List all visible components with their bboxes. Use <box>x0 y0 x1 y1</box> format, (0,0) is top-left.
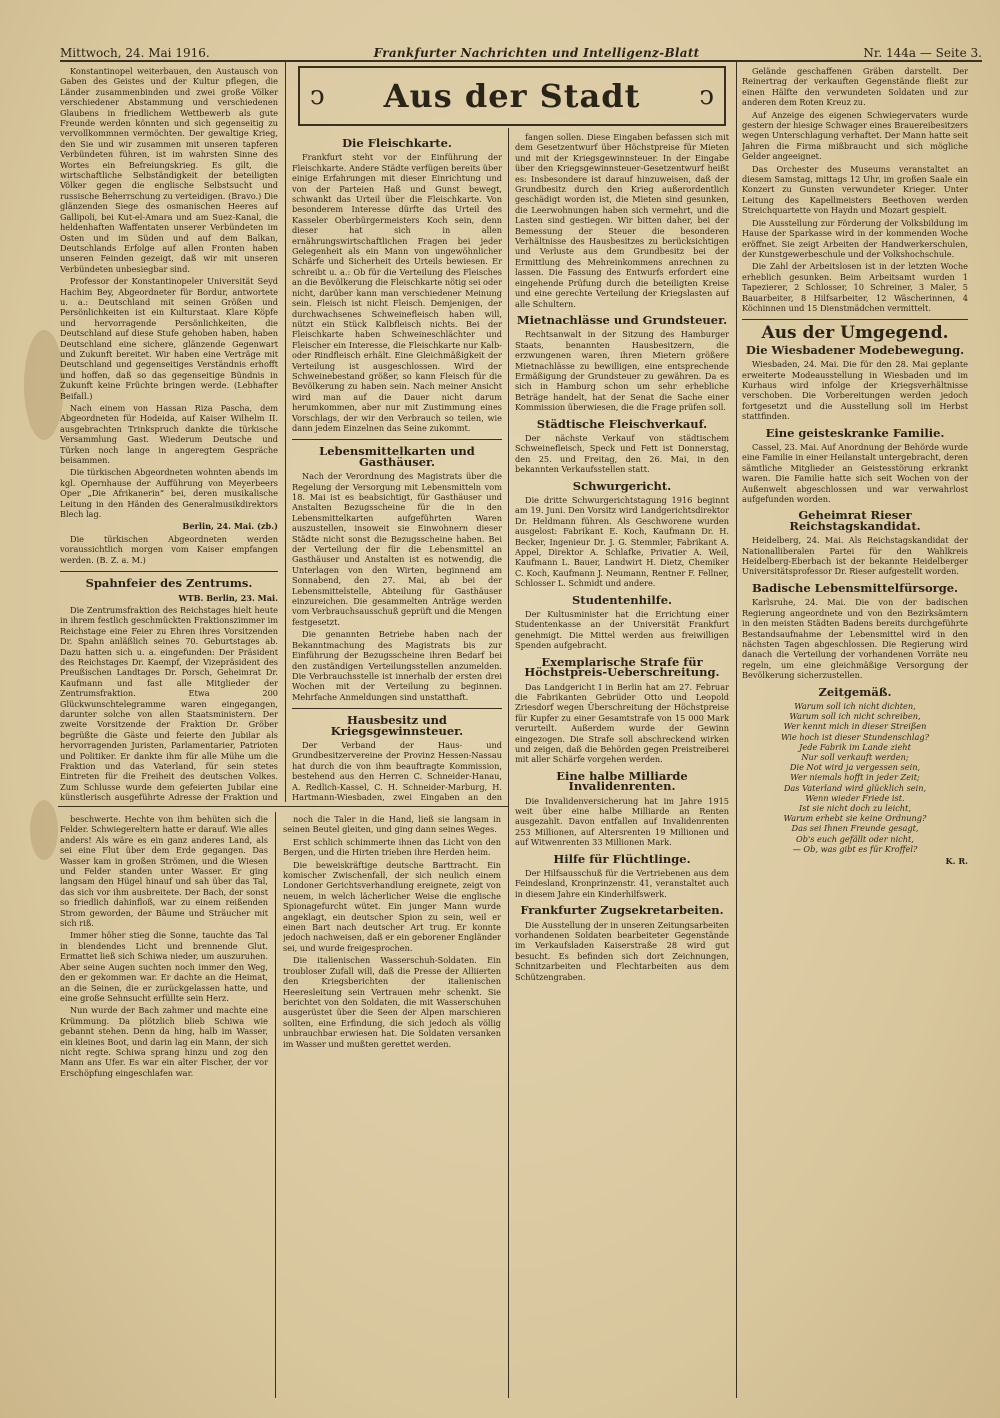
feuilleton-column <box>60 814 268 1398</box>
article-paragraph: Die Zahl der Arbeitslosen ist in der letzten Woche erheblich gesunken. Beim Arbeitsamt wurden 1 Tapezierer, 2 Schlosser, 10 Schreiner, 3 Maler, 5 Bauarbeiter, 8 Hilfsarbeiter, 12 Wäscherinnen, 4 Köchinnen und 15 Dienstmädchen vermittelt. <box>742 261 968 313</box>
article-paragraph: Nun wurde der Bach zahmer und machte eine Krümmung. Da plötzlich blieb Schiwa wie gebannt stehen. Denn da hing, halb im Wasser, ein kleines Boot, und darin lag ein Mann, der sich nicht regte. Schiwa sprang hinzu und zog den Mann ans Ufer. Es war ein alter Fischer, der vor Erschöpfung eingeschlafen war. <box>60 1005 268 1078</box>
article-paragraph: noch die Taler in die Hand, ließ sie langsam in seinen Beutel gleiten, und ging dann seines Weges. <box>283 814 501 835</box>
poem-line: Ob's euch gefällt oder nicht, <box>796 833 914 844</box>
article-paragraph: Der nächste Verkauf von städtischem Schweinefleisch, Speck und Fett ist Donnerstag, den 25. und Freitag, den 26. Mai, in den bekannten Verkaufsstellen statt. <box>515 432 729 475</box>
page-number: Nr. 144a — Seite 3. <box>863 46 982 60</box>
poem-line: Warum soll ich nicht dichten, <box>794 700 916 711</box>
article-heading: Badische Lebensmittelfürsorge. <box>751 580 959 595</box>
column-2 <box>292 132 502 802</box>
poem-line: Wer kennt mich in dieser Streißen <box>783 721 927 732</box>
poem-line: — Ob, was gibt es für Kroffel? <box>792 843 918 854</box>
ornament-right-icon: ↄ <box>699 81 714 111</box>
article-paragraph: Die türkischen Abgeordneten werden voraussichtlich morgen vom Kaiser empfangen werden. (B. Z. a. M.) <box>60 533 278 565</box>
article-heading: Eine halbe Milliarde Invalidenrenten. <box>556 768 688 794</box>
poem-line: Warum soll ich nicht schreiben, <box>789 711 921 722</box>
section-heading: Aus der Umgegend. <box>761 323 949 344</box>
section-masthead <box>298 66 726 126</box>
article-heading: Schwurgericht. <box>572 478 672 493</box>
article-paragraph: Die Ausstellung zur Förderung der Volksbildung im Hause der Sparkasse wird in der kommenden Woche eröffnet. Sie zeigt Arbeiten der Handwerkerschulen, der Kunstgewerbeschule und der Volkshochschule. <box>742 217 968 259</box>
article-paragraph: Rechtsanwalt in der Sitzung des Hamburger Staats, benannten Hausbesitzern, die erzwungenen waren, ihren Mietern größere Mietnachlässe zu bewilligen, eine entsprechende Ermäßigung der Grundsteuer zu gewähren. Da es sich in Hamburg schon um sehr erhebliche Beträge handelt, hat der Senat die Sache einer Kommission überwiesen, die die Frage prüfen soll. <box>515 329 729 413</box>
article-heading: Studentenhilfe. <box>571 592 673 607</box>
article-paragraph: Professor der Konstantinopeler Universität Seyd Hachim Bey, Abgeordneter für Bordur, antwortete u. a.: Deutschland mit seinen Größen und Persönlichkeiten ist ein Kulturstaat. Klare Köpfe und hervorragende Persönlichkeiten, die Deutschland auf diese Stufe gehoben haben, haben Deutschland eine sichere, glänzende Gegenwart und Zukunft bereitet. Wir haben eine Verträge mit Deutschland und gegenseitiges Verständnis erhofft und hoffen, daß so das gegenseitige Bündnis in Zukunft keine Früchte bringen werde. (Lebhafter Beifall.) <box>60 276 278 401</box>
article-heading: Städtische Fleischverkauf. <box>536 416 708 431</box>
article-paragraph: Die italienischen Wasserschuh-Soldaten. Ein troubloser Zufall will, daß die Presse der Alliierten den Kriegsberichten der italienischen Heeresleitung sein Vertrauen mehr schenkt. Sie berichtet von den Soldaten, die mit Wasserschuhen ausgerüstet über die Seen der Alpen marschieren sollten, eine Erfindung, die sich jedoch als völlig unbrauchbar erwiesen hat. Die Soldaten versanken im Wasser und mußten gerettet werden. <box>283 955 501 1049</box>
article-paragraph: Nach einem von Hassan Riza Pascha, dem Abgeordneten für Hodeida, auf Kaiser Wilhelm II. ausgebrachten Trinkspruch dankte die türkische Versammlung Gast. Wiederum Deutsche und Türken noch lange in angeregtem Gespräche beisammen. <box>60 403 278 466</box>
article-paragraph: Die Invalidenversicherung hat im Jahre 1915 weit über eine halbe Milliarde an Renten ausgezahlt. Davon entfallen auf Invalidenrenten 253 Millionen, auf Altersrenten 19 Millionen und auf Witwenrenten 33 Millionen Mark. <box>515 795 729 848</box>
article-heading: Die Wiesbadener Modebewegung. <box>745 342 965 357</box>
article-heading: Die Fleischkarte. <box>342 136 452 150</box>
article-paragraph: Die türkischen Abgeordneten wohnten abends im kgl. Opernhause der Aufführung von Meyerbeers Oper „Die Afrikanerin“ bei, deren musikalische Leitung in den Händen des Generalmusikdirektors Blech lag. <box>60 467 278 520</box>
column-rule <box>736 62 737 1398</box>
article-heading: Exemplarische Strafe für Höchstpreis-Ueberschreitung. <box>524 654 720 680</box>
article-paragraph: Konstantinopel weiterbauen, den Austausch von Gaben des Geistes und der Kultur pflegen, die Länder zusammenbinden und zwei große Völker verschiedener Abstammung und verschiedenen Glaubens in friedlichem Wettbewerb als gute Freunde werden könnten und sich gegenseitig zu vervollkommnen vermöchten. Der gewaltige Krieg, den Sie und wir zusammen mit unseren tapferen Verbündeten führen, ist im wahrsten Sinne des Wortes ein Befreiungskrieg. Es gilt, die wirtschaftliche Selbständigkeit der beteiligten Völker gegen die englische Selbstsucht und russische Beherrschung zu verteidigen. (Bravo.) Die glänzenden Siege des osmanischen Heeres auf Gallipoli, bei Kut-el-Amara und am Suez-Kanal, die heldenhaften Waffentaten unserer Verbündeten im Osten und im Süden und auf dem Balkan, Deutschlands Erfolge auf allen Fronten haben unseren Feinden gezeigt, daß wir mit unseren Verbündeten unbesiegbar sind. <box>60 66 278 274</box>
article-paragraph: Das Orchester des Museums veranstaltet an diesem Samstag, mittags 12 Uhr, im großen Saale ein Konzert zu Gunsten verwundeter Krieger. Unter Leitung des Kapellmeisters Beethoven werden Streichquartette von Haydn und Mozart gespielt. <box>742 163 968 216</box>
article-paragraph: Heidelberg, 24. Mai. Als Reichstagskandidat der Nationalliberalen Partei für den Wahlkreis Heidelberg-Eberbach ist der bekannte Heidelberger Universitätsprofessor Dr. Rieser aufgestellt worden. <box>742 535 968 577</box>
article-heading: Eine geisteskranke Familie. <box>765 425 945 440</box>
poem-signature: K. R. <box>945 855 968 866</box>
article-paragraph: Cassel, 23. Mai. Auf Anordnung der Behörde wurde eine Familie in einer Heilanstalt untergebracht, deren sämtliche Mitglieder an Geistesstörung erkrankt waren. Die Familie hatte sich seit Wochen von der Außenwelt abgeschlossen und war verwahrlost aufgefunden worden. <box>742 442 968 505</box>
article-paragraph: Die Zentrumsfraktion des Reichstages hielt heute in ihrem festlich geschmückten Fraktionszimmer im Reichstage eine Feier zu Ehren ihres Vorsitzenden Dr. Spahn anläßlich seines 70. Geburtstages ab. Dazu hatten sich u. a. eingefunden: Der Präsident des Reichstages Dr. Kaempf, der Vizepräsident des Preußischen Landtages Dr. Porsch, Geheimrat Dr. Kaufmann und fast alle Mitglieder der Zentrumsfraktion. Etwa 200 Glückwunschtelegramme waren eingegangen, darunter solche von allen Staatsministern. Der zweite Vorsitzende der Fraktion Dr. Gröber begrüßte die Gäste und feierte den Jubilar als hervorragenden Juristen, Parlamentarier, Patrioten und Politiker. Er dankte ihm für alle Mühe um die Fraktion und das Vaterland, für sein stetes Eintreten für die Freiheit des deutschen Volkes. Zum Schlusse wurde dem gefeierten Jubilar eine künstlerisch ausgeführte Adresse der Fraktion und <box>60 604 278 802</box>
paper-stain <box>30 800 58 860</box>
running-head <box>60 38 982 62</box>
column-1 <box>60 66 278 802</box>
article-paragraph: Der Verband der Haus- und Grundbesitzervereine der Provinz Hessen-Nassau hat durch die von ihm beauftragte Kommission, bestehend aus den Herren C. Schneider-Hanau, A. Redlich-Kassel, C. H. Schneider-Marburg, H. Hartmann-Wiesbaden, zwei Eingaben an den <box>292 739 502 802</box>
poem-line: Das Vaterland wird glücklich sein, <box>783 782 927 793</box>
paper-stain <box>24 330 64 440</box>
newspaper-name: Frankfurter Nachrichten und Intelligenz-Blatt <box>373 46 700 60</box>
article-heading: Zeitgemäß. <box>818 684 892 699</box>
article-paragraph: Erst schlich schimmerte ihnen das Licht von den Bergen, und die Hirten trieben ihre Herden heim. <box>283 836 501 858</box>
divider <box>742 319 968 320</box>
poem-line: Das sei Ihnen Freunde gesagt, <box>791 823 919 834</box>
divider <box>60 571 278 572</box>
poem <box>742 701 968 854</box>
miscellany-column <box>283 814 501 1398</box>
article-heading: Lebensmittelkarten und Gasthäuser. <box>319 444 475 469</box>
poem-line: Wer niemals hofft in jeder Zeit; <box>790 772 920 783</box>
article-heading: Hausbesitz und Kriegsgewinnsteuer. <box>330 713 464 738</box>
article-paragraph: Die Ausstellung der in unseren Zeitungsarbeiten vorhandenen Soldaten bearbeiteter Gegenstände im Verkaufsladen Kaiserstraße 28 wird gut besucht. Es befinden sich dort Zeichnungen, Schnitzarbeiten und Flechtarbeiten aus dem Schützengraben. <box>515 919 729 982</box>
article-paragraph: fangen sollen. Diese Eingaben befassen sich mit dem Gesetzentwurf über Höchstpreise für Mieten und mit der Kriegsgewinnsteuer. In der Eingabe über den Kriegsgewinnsteuer-Gesetzentwurf heißt es: Insbesondere ist darauf hinzuweisen, daß der Grundbesitz durch den Krieg außerordentlich geschädigt worden ist, die Mieten sind gesunken, die Leerwohnungen haben sich vermehrt, und die Lasten sind gestiegen. Wir bitten daher, bei der Bemessung der Steuer die besonderen Verhältnisse des Hausbesitzes zu berücksichtigen und Verluste aus dem Grundbesitz bei der Ermittlung des Mehreinkommens anrechnen zu lassen. Die Fassung des Entwurfs erfordert eine eingehende Prüfung durch die beteiligten Kreise und eine gerechte Verteilung der Kriegslasten auf alle Schultern. <box>515 132 729 309</box>
article-paragraph: Der Hilfsausschuß für die Vertriebenen aus dem Feindesland, Kronprinzenstr. 41, veranstaltet auch in diesem Jahre ein Kinderhilfswerk. <box>515 868 729 899</box>
article-paragraph: Die genannten Betriebe haben nach der Bekanntmachung des Magistrats bis zur Einführung der Bezugsscheine ihren Bedarf bei den zuständigen Verteilungsstellen anzumelden. Die Verbrauchsstelle ist innerhalb der ersten drei Wochen mit der Verteilung zu beginnen. Mehrfache Anmeldungen sind unstatthaft. <box>292 629 502 702</box>
dateline: Berlin, 24. Mai. (zb.) <box>182 521 278 532</box>
divider <box>292 708 502 709</box>
article-heading: Geheimrat Rieser Reichstagskandidat. <box>789 508 921 533</box>
column-rule <box>275 812 276 1398</box>
column-3 <box>515 132 729 1398</box>
poem-line: Nur soll verkauft werden; <box>801 751 909 762</box>
article-heading: Spahnfeier des Zentrums. <box>85 576 253 591</box>
column-rule <box>508 128 509 1398</box>
poem-line: Die Not wird ja vergessen sein, <box>789 762 921 773</box>
article-paragraph: Frankfurt steht vor der Einführung der Fleischkarte. Andere Städte verfügen bereits über einige Erfahrungen mit dieser Einrichtung und von der Parteien Haß und Gunst bewegt, schwankt das Urteil über die Fleischkarte. Von besonderem Interesse dürfte das Urteil des Kasseler Oberbürgermeisters Koch sein, denn dieser hat sich in allen ernährungswirtschaftlichen Fragen bei jeder Gelegenheit als ein Mann von ungewöhnlicher Schärfe und Sicherheit des Urteils bewiesen. Er schreibt u. a.: Ob für die Verteilung des Fleisches an die Bevölkerung die Fleischkarte nötig sei oder nicht, darüber kann man verschiedener Meinung sein. Fleisch ist nicht Fleisch. Demjenigen, der durchwachsenes Schweinefleisch haben will, nützt ein Stück Kalbfleisch nichts. Bei der Fleischkarte haben Schweineschlächter und Fleischer ein Interesse, die Fleischkarte nur Kalb- oder Rindfleisch erhält. Eine Gleichmäßigkeit der Verteilung ist ausgeschlossen. Wird der Schweinebestand größer, so kann Fleisch für die Bevölkerung zu haben sein. Nach meiner Ansicht wird man auf die Dauer nicht darum herumkommen, aber nur mit Zustimmung eines Vorschlags, der wir den Verbrauch so teilen, wie dann jedem Einzelnen das Seine zukommt. <box>292 152 502 433</box>
poem-line: Jede Fabrik im Lande zieht <box>799 741 911 752</box>
article-paragraph: Gelände geschaffenen Gräben darstellt. Der Reinertrag der verkauften Gegenstände fließt zur einen Hälfte den verwundeten Soldaten und zur anderen dem Roten Kreuz zu. <box>742 66 968 108</box>
poem-line: Wie hoch ist dieser Stundenschlag? <box>781 731 929 742</box>
issue-date: Mittwoch, 24. Mai 1916. <box>60 46 210 60</box>
section-title: Aus der Stadt <box>383 77 641 115</box>
article-paragraph: Immer höher stieg die Sonne, tauchte das Tal in blendendes Licht und brennende Glut. Ermattet ließ sich Schiwa nieder, um auszuruhen. Aber seine Augen suchten noch immer den Weg, den er gekommen war. Er dachte an die Heimat, an die Seinen, die er zurückgelassen hatte, und eine große Sehnsucht erfüllte sein Herz. <box>60 930 268 1003</box>
column-rule <box>285 62 286 802</box>
article-paragraph: Die beweiskräftige deutsche Barttracht. Ein komischer Zwischenfall, der sich neulich einem Londoner Gerichtsverhandlung ereignete, zeigt von neuem, in welch lächerlicher Weise die englische Spionagefurcht wütet. Ein junger Mann wurde angeklagt, ein deutscher Spion zu sein, weil er einen Bart nach deutscher Art trug. Er konnte jedoch nachweisen, daß er ein geborener Engländer sei, und wurde freigesprochen. <box>283 859 501 953</box>
article-paragraph: Der Kultusminister hat die Errichtung einer Studentenkasse an der Universität Frankfurt genehmigt. Die Mittel werden aus freiwilligen Spenden aufgebracht. <box>515 609 729 651</box>
article-paragraph: Das Landgericht I in Berlin hat am 27. Februar die Fabrikanten Gebrüder Otto und Leopold Zriesdorf wegen Überschreitung der Höchstpreise für Kupfer zu einer Gesamtstrafe von 15 000 Mark verurteilt. Außerdem wurde der Gewinn eingezogen. Die Strafe soll abschreckend wirken und zeigen, daß die Behörden gegen Preistreiberei mit aller Schärfe vorgehen werden. <box>515 681 729 765</box>
poem-line: Warum erhebt sie keine Ordnung? <box>783 813 927 824</box>
article-paragraph: beschwerte. Hechte von ihm behüten sich die Felder. Schwiegereltern hatte er darauf. Wie alles anders! Als wäre es ein ganz anderes Land, als sei eine Flut über dem Erde gegangen. Das Wasser kam in großen Strömen, und die Wiesen und Felder standen unter Wasser. Er ging langsam den Hügel hinauf und sah über das Tal, das sich vor ihm ausbreitete. Der Bach, der sonst so friedlich dahinfloß, war zu einem reißenden Strom geworden, der Bäume und Sträucher mit sich riß. <box>60 814 268 929</box>
article-heading: Frankfurter Zugsekretarbeiten. <box>520 903 724 918</box>
poem-line: Ist sie nicht doch zu leicht, <box>799 802 911 813</box>
article-paragraph: Nach der Verordnung des Magistrats über die Regelung der Versorgung mit Lebensmitteln vom 18. Mai ist es beabsichtigt, für Gasthäuser und Anstalten Bezugsscheine für die in den Lebensmittelkarten aufgeführten Waren auszustellen, insoweit sie Einwohnern dieser Städte nicht sonst die Bezugsscheine haben. Bei der Verteilung der für die Lebensmittel an Gasthäuser und Anstalten ist es notwendig, die Unterlagen von den Wirten, beginnend am Sonnabend, den 27. Mai, ab bei der Lebensmittelstelle, Abteilung für Gasthäuser einzureichen. Die gesammelten Anträge werden vom Verbrauchsausschuß geprüft und die Mengen festgesetzt. <box>292 471 502 627</box>
article-paragraph: Auf Anzeige des eigenen Schwiegervaters wurde gestern der hiesige Schwager eines Brauereibesitzers wegen Unterschlagung verhaftet. Der Mann hatte seit Jahren die Firma mißbraucht und sich mögliche Gelder angeeignet. <box>742 109 968 162</box>
article-heading: Hilfe für Flüchtlinge. <box>553 851 691 866</box>
horizontal-rule <box>58 806 508 807</box>
ornament-left-icon: ↄ <box>310 81 325 111</box>
article-paragraph: Wiesbaden, 24. Mai. Die für den 28. Mai geplante erweiterte Modeausstellung in Wiesbaden und im Kurhaus wird infolge der Kriegsverhältnisse verschoben. Die Vorbereitungen werden jedoch fortgesetzt und die Ausstellung soll im Herbst stattfinden. <box>742 359 968 422</box>
dateline: WTB. Berlin, 23. Mai. <box>178 592 278 603</box>
article-paragraph: Die dritte Schwurgerichtstagung 1916 beginnt am 19. Juni. Den Vorsitz wird Landgerichtsdirektor Dr. Heldmann führen. Als Geschworene wurden ausgelost: Fabrikant E. Koch, Kaufmann Dr. H. Becker, Ingenieur Dr. J. G. Stemmler, Fabrikant A. Appel, Direktor A. Schlafke, Privatier A. Weil, Kaufmann L. Bauer, Landwirt H. Dietz, Chemiker C. Koch, Kaufmann J. Neumann, Rentner F. Fellner, Schlosser L. Schmidt und andere. <box>515 495 729 589</box>
divider <box>292 439 502 440</box>
column-4 <box>742 66 968 1398</box>
article-heading: Mietnachlässe und Grundsteuer. <box>516 312 728 327</box>
article-paragraph: Karlsruhe, 24. Mai. Die von der badischen Regierung angeordnete und von den Bezirksämtern in den meisten Städten Badens bereits durchgeführte Bestandsaufnahme der Lebensmittel wird in den nächsten Tagen abgeschlossen. Die Regierung wird danach die Verteilung der vorhandenen Vorräte neu regeln, um eine gleichmäßige Versorgung der Bevölkerung sicherzustellen. <box>742 597 968 681</box>
poem-line: Wenn wieder Friede ist. <box>805 792 905 803</box>
